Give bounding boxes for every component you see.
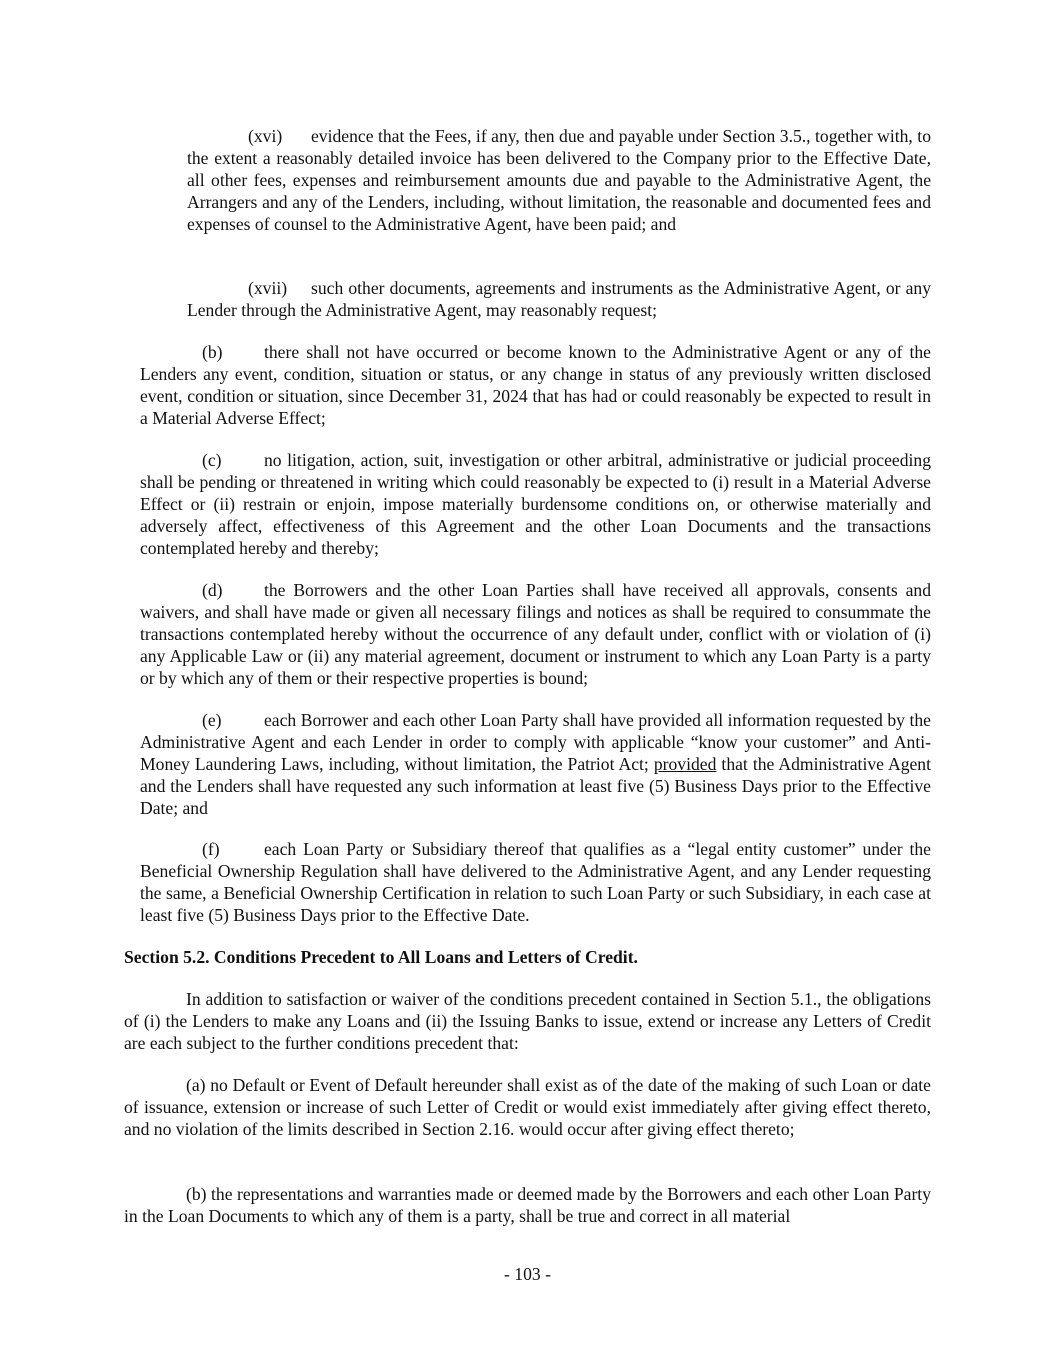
page-number: - 103 - [504, 1264, 551, 1284]
section-heading [124, 946, 931, 968]
clause-marker: (e) [202, 710, 222, 730]
condition-b-text: (b) the representations and warranties made or deemed made by the Borrowers and each other Loan Party in the Loan Documents to which any of them is a party, shall be true and correct in all material [124, 1184, 931, 1226]
section-intro [124, 988, 931, 1054]
clause-text: no litigation, action, suit, investigation or other arbitral, administrative or judicial proceeding shall be pending or threatened in writing which could reasonably be expected to (i) result in a Material Adverse Effect or (ii) restrain or enjoin, impose materially burdensome conditions on, or otherwise materially and adversely affect, effectiveness of this Agreement and the other Loan Documents and the transactions contemplated hereby and thereby; [140, 450, 931, 558]
clause-f [140, 838, 931, 926]
section-intro-text: In addition to satisfaction or waiver of the conditions precedent contained in Section 5.1., the obligations of (i) the Lenders to make any Loans and (ii) the Issuing Banks to issue, extend or increase any Letters of Credit are each subject to the further conditions precedent that: [124, 989, 931, 1053]
clause-e [140, 709, 931, 819]
condition-a-text: (a) no Default or Event of Default hereunder shall exist as of the date of the making of such Loan or date of issuance, extension or increase of such Letter of Credit or would exist immediately after giving effect thereto, and no violation of the limits described in Section 2.16. would occur after giving effect thereto; [124, 1075, 931, 1139]
condition-a [124, 1074, 931, 1140]
clause-text: there shall not have occurred or become known to the Administrative Agent or any of the Lenders any event, condition, situation or status, or any change in status of any previously written disclosed event, condition or situation, since December 31, 2024 that has had or could reasonably be expected to result in a Material Adverse Effect; [140, 342, 931, 428]
clause-text-before: each Borrower and each other Loan Party shall have provided all information requested by the Administrative Agent and each Lender in order to comply with applicable “know your customer” and Anti-Money Laundering Laws, including, without limitation, the Patriot Act; [140, 710, 931, 774]
clause-b [140, 341, 931, 429]
clause-xvii [187, 277, 931, 321]
clause-text: evidence that the Fees, if any, then due and payable under Section 3.5., together with, to the extent a reasonably detailed invoice has been delivered to the Company prior to the Effective Date, all other fees, expenses and reimbursement amounts due and payable to the Administrative Agent, the Arrangers and any of the Lenders, including, without limitation, the reasonable and documented fees and expenses of counsel to the Administrative Agent, have been paid; and [187, 126, 931, 234]
provided-underlined: provided [653, 754, 717, 774]
section-heading-text: Section 5.2. Conditions Precedent to All Loans and Letters of Credit. [124, 947, 638, 967]
clause-text: such other documents, agreements and instruments as the Administrative Agent, or any Lender through the Administrative Agent, may reasonably request; [187, 278, 931, 320]
condition-b [124, 1183, 931, 1227]
clause-text: the Borrowers and the other Loan Parties shall have received all approvals, consents and waivers, and shall have made or given all necessary filings and notices as shall be required to consummate the transactions contemplated hereby without the occurrence of any default under, conflict with or violation of (i) any Applicable Law or (ii) any material agreement, document or instrument to which any Loan Party is a party or by which any of them or their respective properties is bound; [140, 580, 931, 688]
clause-d [140, 579, 931, 689]
clause-marker: (c) [202, 450, 222, 470]
clause-marker: (b) [202, 342, 223, 362]
clause-text-after: that the Administrative Agent and the Lenders shall have requested any such information at least five (5) Business Days prior to the Effective Date; and [140, 754, 931, 818]
clause-c [140, 449, 931, 559]
clause-xvi [187, 125, 931, 235]
clause-marker: (xvi) [248, 126, 283, 146]
clause-marker: (f) [202, 839, 220, 859]
clause-text: each Loan Party or Subsidiary thereof that qualifies as a “legal entity customer” under the Beneficial Ownership Regulation shall have delivered to the Administrative Agent, and any Lender requesting the same, a Beneficial Ownership Certification in relation to such Loan Party or such Subsidiary, in each case at least five (5) Business Days prior to the Effective Date. [140, 839, 931, 925]
clause-marker: (xvii) [248, 278, 288, 298]
clause-marker: (d) [202, 580, 223, 600]
